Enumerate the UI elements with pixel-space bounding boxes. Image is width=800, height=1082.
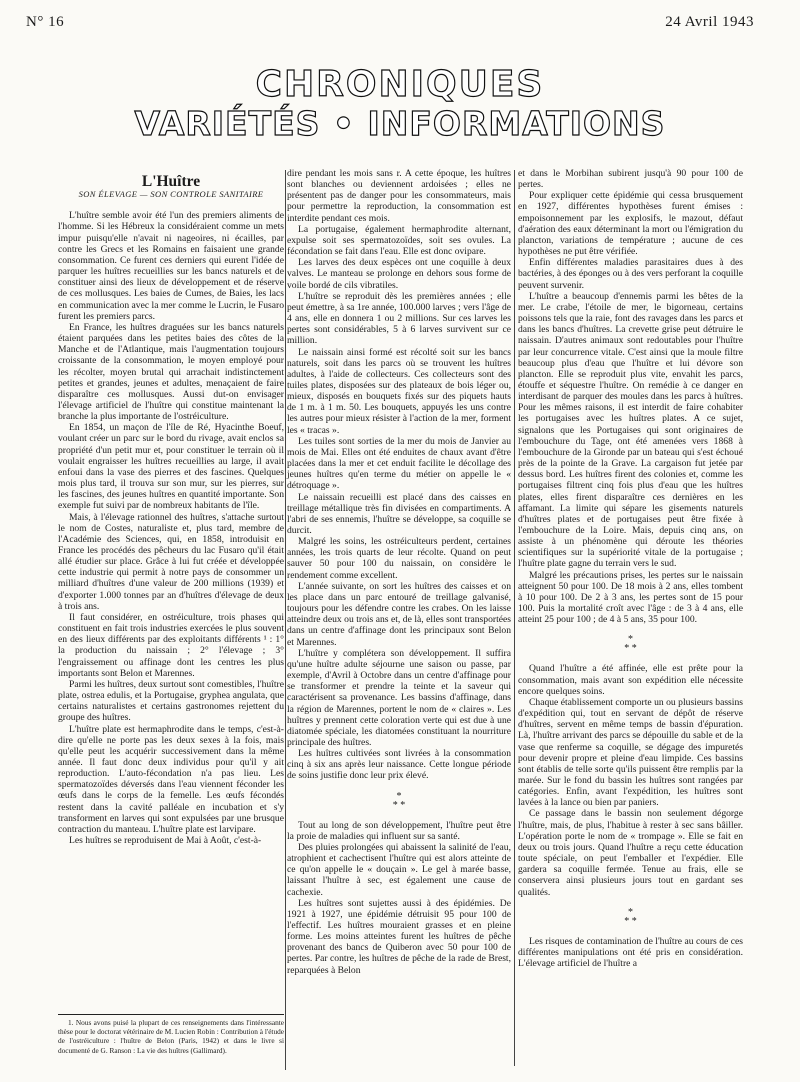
column-divider	[514, 170, 515, 1066]
section-separator	[518, 635, 743, 653]
paragraph: L'année suivante, on sort les huîtres des caisses et on les place dans un parc entouré de treillage galvanisé, toujours pour les défendre contre les crabes. On les laisse atteindre deux ou trois ans et, de là, elles sont transportées dans un centre d'affinage dont les principaux sont Belon et Marennes.	[287, 580, 511, 648]
separator-star: *	[628, 906, 633, 918]
paragraph: Des pluies prolongées qui abaissent la salinité de l'eau, atrophient et cachectisent l'huître qui est alors atteinte de ce qu'on appelle le « douçain ». Le gel à marée basse, laissant l'huître à sec, est également une cause de cachexie.	[287, 841, 511, 898]
article-subtitle: SON ÉLEVAGE — SON CONTROLE SANITAIRE	[78, 189, 264, 200]
article-title: L'Huître	[141, 173, 201, 190]
separator-star: *	[396, 790, 402, 802]
paragraph: L'huître se reproduit dès les premières années ; elle peut émettre, à sa 1re année, 100.000 larves ; vers l'âge de 4 ans, elle en donnera 1 ou 2 millions. Sur ces larves les pertes sont considérables, 5 à 6 larves survivent sur ce million.	[287, 290, 511, 347]
paragraph: Malgré les soins, les ostréiculteurs perdent, certaines années, les trois quarts de leur récolte. Quand on peut sauver 50 pour 100 du naissain, on considère le rendement comme excellent.	[287, 536, 511, 581]
paragraph: Malgré les précautions prises, les pertes sur le naissain atteignent 50 pour 100. De 18 mois à 2 ans, elles tombent à 10 pour 100. De 2 à 3 ans, les pertes sont de 15 pour 100. Puis la mortalité croît avec l'âge : de 3 à 4 ans, elle atteint 25 pour 100 ; de 4 à 5 ans, 35 pour 100.	[518, 569, 743, 626]
paragraph: Tout au long de son développement, l'huître peut être la proie de maladies qui influent sur sa santé.	[287, 819, 511, 842]
paragraph: Chaque établissement comporte un ou plusieurs bassins d'expédition qui, tout en servant de dépôt de réserve d'huîtres, servent en même temps de bassin d'épuration. Là, l'huître arrivant des parcs se dépouille du sable et de la vase que renferme sa coquille, se dégage des impuretés pour devenir propre et pleine d'eau limpide. Ces bassins sont établis de telle sorte qu'ils puissent être remplis par la marée. Sur le fond du bassin les huîtres sont rangées par catégories. Enfin, avant l'expédition, les huîtres sont lavées à la lance ou bien par paniers.	[518, 696, 743, 809]
paragraph: L'huître a beaucoup d'ennemis parmi les bêtes de la mer. Le crabe, l'étoile de mer, le bigorneau, certains poissons tels que la raie, font des ravages dans les parcs et dans les bancs d'huîtres. La crevette grise peut détruire le naissain. D'autres animaux sont redoutables pour l'huître par leur concurrence vitale. C'est ainsi que la moule filtre beaucoup plus d'eau que l'huître et lui dévore son plancton. Elle se reproduit plus vite, envahit les parcs, étouffe et séquestre l'huître. On remédie à ce danger en interdisant de parquer des moules dans les parcs à huîtres. Pour les mêmes raisons, il est interdit de faire cohabiter les portugaises avec les huîtres plates. A ce sujet, signalons que les Portugaises qui sont originaires de l'embouchure du Tage, ont été amenées vers 1868 à l'embouchure de la Gironde par un bateau qui s'est échoué près de la pointe de la Grave. La cargaison fut jetée par dessus bord. Les huîtres firent des colonies et, comme les portugaises filtrent cinq fois plus d'eau que les huîtres plates, elles firent disparaître ces dernières en les affamant. La limite qui sépare les gisements naturels d'huîtres plates et de portugaises peut être fixée à l'embouchure de la Loire. Mais, depuis cinq ans, on assiste à un phénomène qui déroute les théories scientifiques sur la supériorité vitale de la portugaise ; l'huître plate gagne du terrain vers le sud.	[518, 290, 743, 570]
paragraph: Les huîtres cultivées sont livrées à la consommation cinq à six ans après leur naissance. Cette longue période de soins justifie donc leur prix élevé.	[287, 748, 511, 782]
masthead-title: CHRONIQUES	[255, 64, 545, 105]
section-separator	[287, 792, 511, 810]
paragraph: Le naissain recueilli est placé dans des caisses en treillage métallique très fin divisées en compartiments. A l'abri de ses ennemis, l'huître se développe, sa coquille se durcit.	[287, 491, 511, 536]
paragraph: L'huître semble avoir été l'un des premiers aliments de l'homme. Si les Hébreux la considéraient comme un mets impur puisqu'elle n'avait ni nageoires, ni écailles, par contre les Grecs et les Romains en faisaient une grande consommation. Ce furent ces derniers qui eurent l'idée de parquer les huîtres recueillies sur les bancs naturels et de constituer ainsi des lieux de développement et de réserve de ces mollusques. Les baies de Cumes, de Baies, les lacs en communication avec la mer comme le Lucrin, le Fusaro furent les premiers parcs.	[58, 210, 284, 322]
paragraph: dire pendant les mois sans r. A cette époque, les huîtres sont blanches ou deviennent ardoisées ; elles ne présentent pas de danger pour les consommateurs, mais pour permettre la reproduction, la consommation est interdite pendant ces mois.	[287, 168, 511, 224]
paragraph: En 1854, un maçon de l'île de Ré, Hyacinthe Boeuf, voulant créer un parc sur le bord du rivage, avait enclos sa propriété d'un petit mur et, pour constituer le terrain où il voulait engraisser les huîtres recueillies au large, il avait enfoui dans la vase des pierres et des fascines. Quelques mois plus tard, il trouva sur son mur, sur les pierres, sur les fascines, des jeunes huîtres en quantité importante. Son exemple fut suivi par de nombreux habitants de l'île.	[58, 422, 284, 512]
paragraph: Mais, à l'élevage rationnel des huîtres, s'attache surtout le nom de Costes, naturaliste et, plus tard, membre de l'Académie des Sciences, qui, en 1858, introduisit en France les procédés des pêcheurs du lac Fusaro qu'il était allé étudier sur place. Grâce à lui fut créée et développée cette industrie qui permit à notre pays de consommer un milliard d'huîtres d'une valeur de 200 millions (1939) et d'exporter 1.000 tonnes par an d'huîtres d'élevage de deux à trois ans.	[58, 511, 284, 612]
paragraph: L'huître plate est hermaphrodite dans le temps, c'est-à-dire qu'elle ne porte pas les deux sexes à la fois, mais qu'elle peut les acquérir successivement dans la même année. Il faut donc deux individus pour qu'il y ait reproduction. L'auto-fécondation n'a pas lieu. Les spermatozoïdes déversés dans l'eau viennent féconder les œufs dans le corps de la femelle. Les œufs fécondés restent dans la cavité palléale en incubation et s'y transforment en larves qui sont expulsées par une brusque contraction du manteau. L'huître plate est larvipare.	[58, 723, 284, 835]
paragraph: Pour expliquer cette épidémie qui cessa brusquement en 1927, différentes hypothèses furent émises : empoisonnement par les explosifs, le mazout, défaut d'aération des eaux déterminant la mort ou l'émigration du plancton, variations de température ; aucune de ces hypothèses ne put être vérifiée.	[518, 190, 743, 258]
paragraph: Enfin différentes maladies parasitaires dues à des bactéries, à des éponges ou à des vers perforant la coquille peuvent survenir.	[518, 257, 743, 291]
footnote-rule	[58, 1014, 284, 1015]
paragraph: Il faut considérer, en ostréiculture, trois phases qui constituent en fait trois industries exercées le plus souvent en des lieux différents par des exploitants différents ¹ : 1° la production du naissain ; 2° l'élevage ; 3° l'engraissement ou affinage dont les centres les plus importants sont Belon et Marennes.	[58, 611, 284, 679]
paragraph: Les huîtres se reproduisent de Mai à Août, c'est-à-	[69, 835, 262, 847]
paragraph: Les risques de contamination de l'huître au cours de ces différentes manipulations ont été pris en considération. L'élevage artificiel de l'huître a	[518, 935, 743, 969]
column-1	[58, 168, 284, 846]
paragraph: et dans le Morbihan subirent jusqu'à 90 pour 100 de pertes.	[518, 168, 743, 191]
separator-stars: * *	[624, 915, 637, 927]
footnote-text: 1. Nous avons puisé la plupart de ces renseignements dans l'intéressante thèse pour le doctorat vétérinaire de M. Lucien Robin : Contribution à l'étude de l'ostréiculture : l'huître de Belon (Paris, 1942) et dans le livre si documenté de G. Ranson : La vie des huîtres (Gallimard).	[58, 1018, 284, 1055]
paragraph: L'huître y complétera son développement. Il suffira qu'une huître adulte séjourne une saison ou passe, par exemple, d'Avril à Octobre dans un centre d'affinage pour se transformer et prendre la teinte et la saveur qui caractérisent sa provenance. Les bassins d'affinage, dans la région de Marennes, portent le nom de « claires ». Les huîtres y prennent cette coloration verte qui est due à une diatomée spéciale, les diatomées constituant la nourriture principale des huîtres.	[287, 647, 511, 748]
paragraph: Le naissain ainsi formé est récolté soit sur les bancs naturels, soit dans les parcs où se trouvent les huîtres adultes, à l'aide de collecteurs. Ces collecteurs sont des tuiles plates, disposées sur des plateaux de bois léger ou, mieux, disposés en bouquets fixés sur des piquets hauts de 1 m. à 1 m. 50. Les bouquets, appuyés les uns contre les autres pour mieux résister à l'action de la mer, forment les « tracas ».	[287, 346, 511, 436]
separator-stars: * *	[392, 799, 406, 811]
paragraph: En France, les huîtres draguées sur les bancs naturels étaient parquées dans les petites baies des côtes de la Manche et de l'Atlantique, mais l'augmentation toujours croissante de la consommation, le moyen employé pour les récolter, moyen brutal qui arrachait indistinctement petites et grandes, jeunes et adultes, menaçaient de faire disparaître ces mollusques. Aussi dut-on envisager l'élevage artificiel de l'huître qui constitue maintenant la branche la plus importante de l'ostréiculture.	[58, 321, 284, 423]
issue-date: 24 Avril 1943	[665, 14, 754, 30]
paragraph: Les tuiles sont sorties de la mer du mois de Janvier au mois de Mai. Elles ont été enduites de chaux avant d'être placées dans la mer et cet enduit facilite le décollage des jeunes huîtres qu'en terme du métier on appelle le « détroquage ».	[287, 435, 511, 492]
paragraph: Quand l'huître a été affinée, elle est prête pour la consommation, mais avant son expédition elle nécessite encore quelques soins.	[518, 663, 743, 697]
paragraph: Les huîtres sont sujettes aussi à des épidémies. De 1921 à 1927, une épidémie détruisit 95 pour 100 de l'effectif. Les huîtres mouraient grasses et en pleine forme. Les moins atteintes furent les huîtres de pêche provenant des bancs de Quiberon avec 50 pour 100 de pertes. Par contre, les huîtres de pêche de la rade de Brest, reparquées à Belon	[287, 897, 511, 976]
footnote	[58, 1014, 284, 1055]
masthead-subtitle: VARIÉTÉS • INFORMATIONS	[134, 104, 666, 143]
section-separator	[518, 908, 743, 926]
column-3	[518, 168, 743, 969]
paragraph: Parmi les huîtres, deux surtout sont comestibles, l'huître plate, ostrea edulis, et la Portugaise, gryphea angulata, que certains naturalistes et certains gastronomes rejettent du groupe des huîtres.	[58, 678, 284, 724]
column-divider	[285, 170, 286, 1070]
separator-stars: * *	[624, 643, 637, 655]
column-2	[287, 168, 511, 976]
paragraph: Ce passage dans le bassin non seulement dégorge l'huître, mais, de plus, l'habitue à rester à sec sans bâiller. L'opération porte le nom de « trompage ». Elle se fait en deux ou trois jours. Quand l'huître a reçu cette éducation toute spéciale, on peut l'emballer et l'expédier. Elle gardera sa coquille fermée. Tenue au frais, elle se conservera ainsi plusieurs jours tout en gardant ses qualités.	[518, 808, 743, 898]
issue-number: N° 16	[26, 14, 65, 30]
paragraph: Les larves des deux espèces ont une coquille à deux valves. Le manteau se prolonge en dehors sous forme de voile bordé de cils vibratiles.	[287, 257, 511, 291]
separator-star: *	[628, 634, 633, 646]
paragraph: La portugaise, également hermaphrodite alternant, expulse soit ses spermatozoïdes, soit ses ovules. La fécondation se fait dans l'eau. Elle est donc ovipare.	[287, 223, 511, 258]
